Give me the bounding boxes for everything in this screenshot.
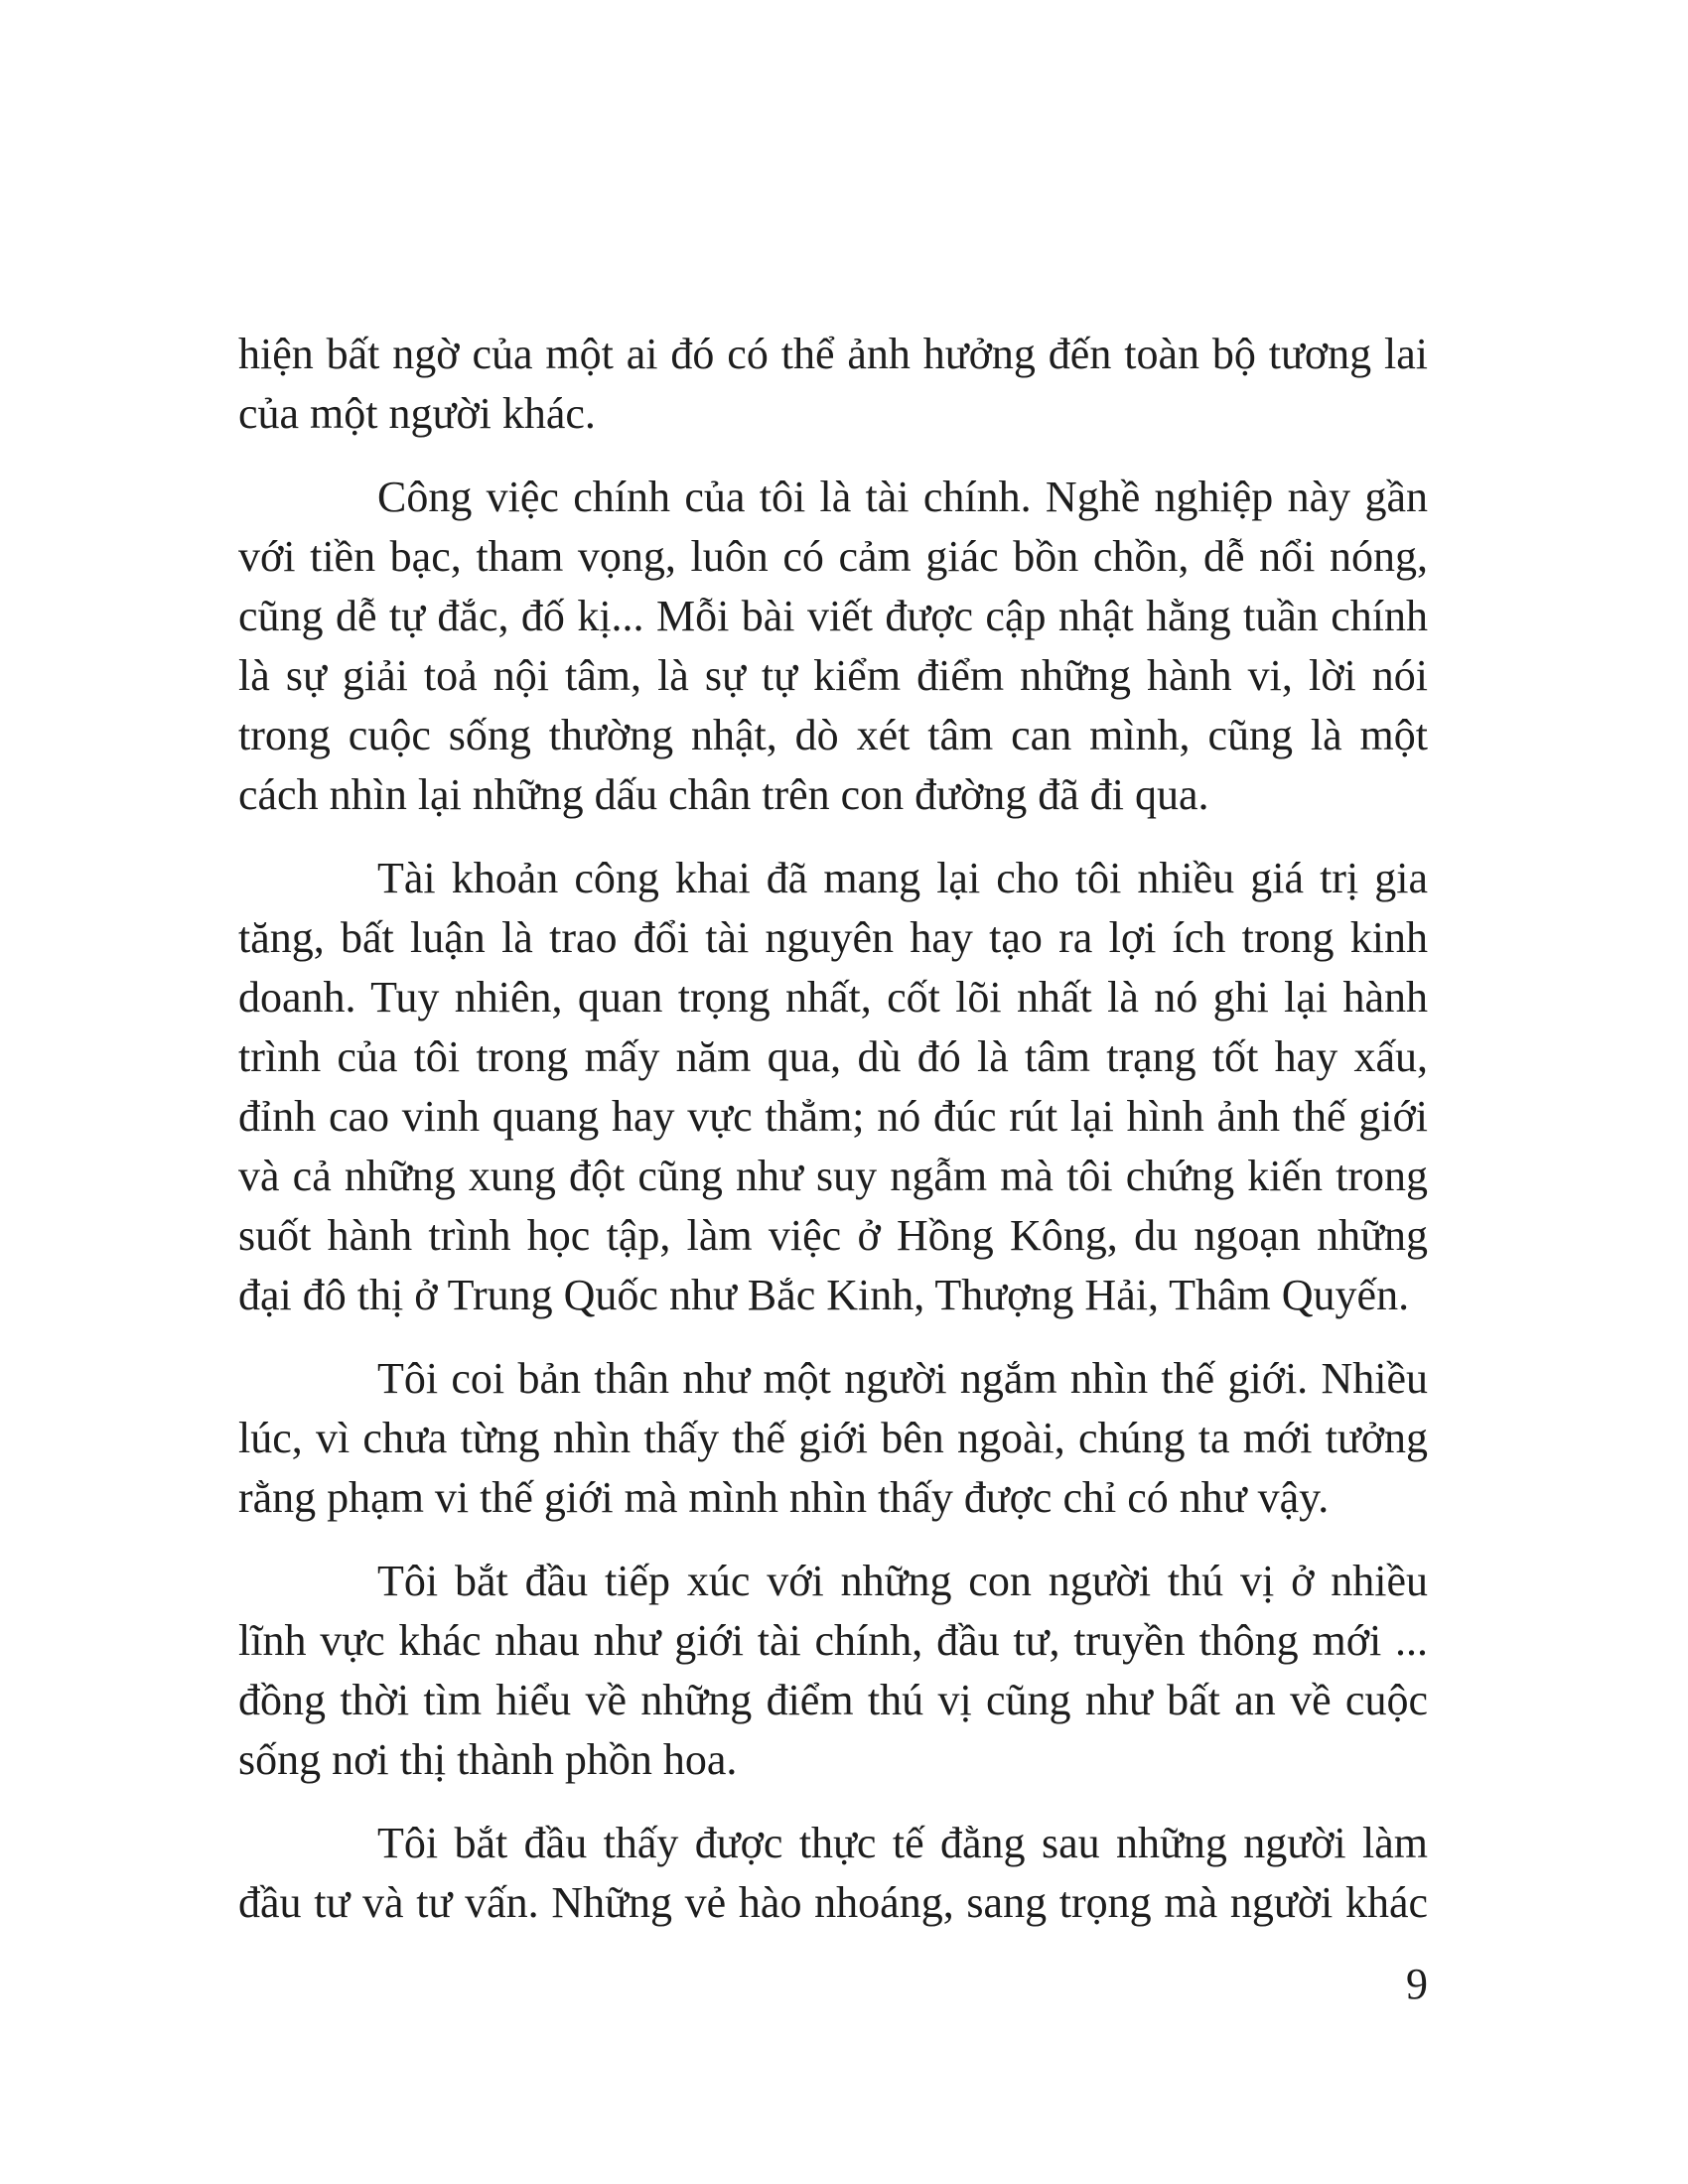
text-line: Tôi bắt đầu thấy được thực tế đằng sau những người làm [377,1819,1428,1867]
text-line: rằng phạm vi thế giới mà mình nhìn thấy được chỉ có như vậy. [238,1473,1330,1522]
text-line: suốt hành trình học tập, làm việc ở Hồng Kông, du ngoạn những [238,1211,1428,1260]
text-line: cách nhìn lại những dấu chân trên con đường đã đi qua. [238,770,1209,819]
text-line: đại đô thị ở Trung Quốc như Bắc Kinh, Thượng Hải, Thâm Quyến. [238,1271,1410,1319]
text-line: cũng dễ tự đắc, đố kị... Mỗi bài viết được cập nhật hằng tuần chính [238,592,1428,640]
paragraph [238,1552,1428,1790]
text-line: tăng, bất luận là trao đổi tài nguyên hay tạo ra lợi ích trong kinh [238,913,1428,962]
text-line: trình của tôi trong mấy năm qua, dù đó là tâm trạng tốt hay xấu, [238,1032,1428,1081]
paragraph [238,325,1428,444]
paragraph [238,1349,1428,1528]
paragraph [238,1814,1428,1933]
text-line: là sự giải toả nội tâm, là sự tự kiểm điểm những hành vi, lời nói [238,651,1428,700]
text-line: doanh. Tuy nhiên, quan trọng nhất, cốt lõi nhất là nó ghi lại hành [238,973,1428,1022]
text-line: trong cuộc sống thường nhật, dò xét tâm can mình, cũng là một [238,711,1428,759]
text-line: của một người khác. [238,389,596,438]
text-line: Công việc chính của tôi là tài chính. Nghề nghiệp này gần [377,473,1428,521]
page-number: 9 [1406,1960,1428,2008]
text-line: đồng thời tìm hiểu về những điểm thú vị cũng như bất an về cuộc [238,1676,1428,1724]
text-line: Tôi bắt đầu tiếp xúc với những con người thú vị ở nhiều [377,1557,1428,1605]
text-line: lĩnh vực khác nhau như giới tài chính, đầu tư, truyền thông mới ... [238,1616,1428,1665]
text-line: đỉnh cao vinh quang hay vực thẳm; nó đúc rút lại hình ảnh thế giới [238,1092,1428,1141]
text-line: sống nơi thị thành phồn hoa. [238,1735,738,1784]
paragraph [238,468,1428,825]
page-text [238,325,1428,1933]
text-line: và cả những xung đột cũng như suy ngẫm mà tôi chứng kiến trong [238,1152,1428,1200]
text-line: Tài khoản công khai đã mang lại cho tôi nhiều giá trị gia [377,854,1428,902]
text-line: lúc, vì chưa từng nhìn thấy thế giới bên ngoài, chúng ta mới tưởng [238,1414,1428,1462]
paragraph [238,849,1428,1325]
text-line: Tôi coi bản thân như một người ngắm nhìn thế giới. Nhiều [377,1354,1428,1403]
text-line: đầu tư và tư vấn. Những vẻ hào nhoáng, sang trọng mà người khác [238,1878,1428,1927]
text-line: với tiền bạc, tham vọng, luôn có cảm giác bồn chồn, dễ nổi nóng, [238,532,1428,581]
text-line: hiện bất ngờ của một ai đó có thể ảnh hưởng đến toàn bộ tương lai [238,330,1428,378]
